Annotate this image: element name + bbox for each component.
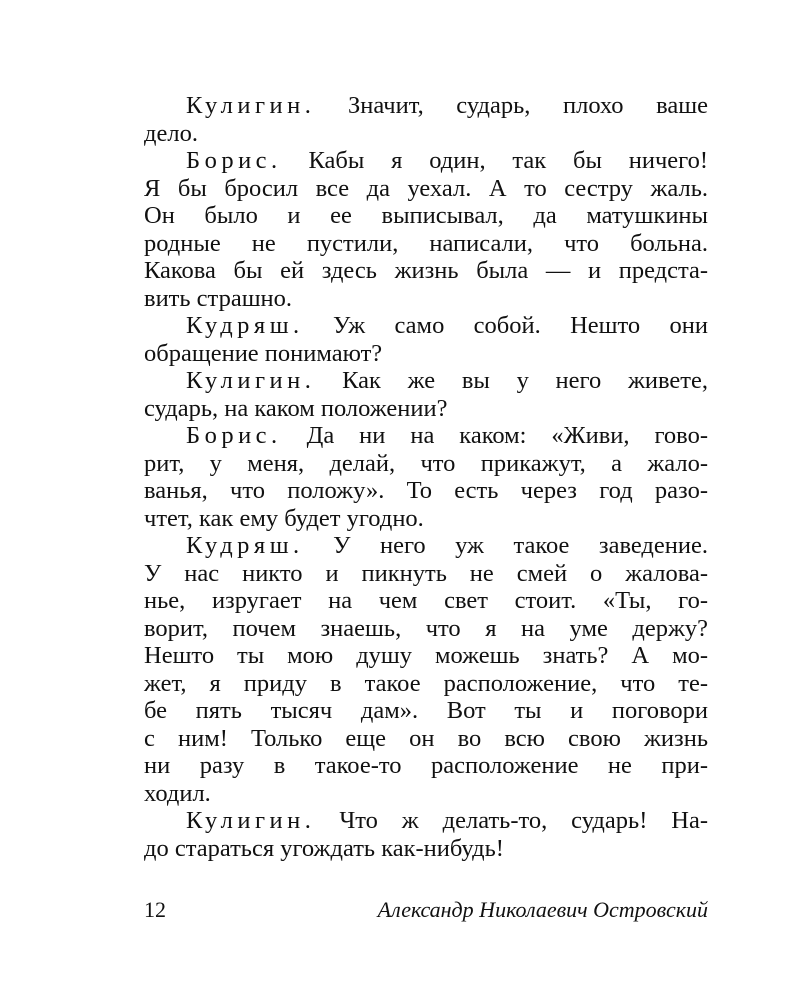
text-line	[144, 92, 708, 120]
text-line: рит, у меня, делай, что прикажут, а жало-	[144, 449, 708, 477]
text-line: родные не пустили, написали, что больна.	[144, 229, 708, 257]
dialogue-paragraph	[144, 147, 708, 312]
speaker-name: Борис.	[186, 147, 282, 174]
page-footer	[144, 896, 708, 924]
text-line: вить страшно.	[144, 284, 293, 312]
text-line: ворит, почем знаешь, что я на уме держу?	[144, 614, 708, 642]
text-line: ванья, что положу». То есть через год разо-	[144, 477, 708, 504]
dialogue-paragraph	[144, 312, 708, 367]
speaker-name: Кудряш.	[186, 312, 304, 339]
dialogue-paragraph	[144, 92, 708, 147]
dialogue-paragraph	[144, 532, 708, 807]
line-text: Что ж делать-то, сударь! На-	[315, 807, 708, 834]
text-line: ни разу в такое-то расположение не при-	[144, 752, 708, 779]
line-text: Да ни на каком: «Живи, гово-	[281, 422, 708, 449]
line-text: Значит, сударь, плохо ваше	[315, 92, 708, 119]
text-line: до стараться угождать как-нибудь!	[144, 834, 504, 862]
text-line	[144, 312, 708, 340]
text-line: Нешто ты мою душу можешь знать? А мо-	[144, 642, 708, 669]
page-body	[144, 92, 708, 862]
text-line	[144, 367, 708, 395]
text-line: Он было и ее выписывал, да матушкины	[144, 202, 708, 229]
text-line: бе пять тысяч дам». Вот ты и поговори	[144, 697, 708, 724]
dialogue-paragraph	[144, 807, 708, 862]
dialogue-paragraph	[144, 422, 708, 532]
line-text: У него уж такое заведение.	[303, 532, 708, 559]
line-text: Кабы я один, так бы ничего!	[281, 147, 708, 174]
text-line: обращение понимают?	[144, 339, 383, 367]
speaker-name: Борис.	[186, 422, 282, 449]
line-text: Уж само собой. Нешто они	[303, 312, 708, 339]
text-line: Я бы бросил все да уехал. А то сестру жаль.	[144, 174, 708, 202]
speaker-name: Кулигин.	[186, 92, 316, 119]
text-line	[144, 147, 708, 175]
text-line	[144, 532, 708, 560]
text-line: жет, я приду в такое расположение, что те-	[144, 669, 708, 697]
speaker-name: Кудряш.	[186, 532, 304, 559]
line-text: Как же вы у него живете,	[315, 367, 708, 394]
speaker-name: Кулигин.	[186, 367, 316, 394]
text-line: Какова бы ей здесь жизнь была — и предста-	[144, 257, 708, 284]
text-line	[144, 422, 708, 450]
text-line: У нас никто и пикнуть не смей о жалова-	[144, 559, 708, 587]
text-line: дело.	[144, 119, 198, 147]
text-line: ходил.	[144, 779, 211, 807]
page-number: 12	[144, 897, 166, 922]
text-line: с ним! Только еще он во всю свою жизнь	[144, 724, 708, 752]
text-line: сударь, на каком положении?	[144, 394, 448, 422]
text-line: нье, изругает на чем свет стоит. «Ты, го-	[144, 587, 708, 614]
speaker-name: Кулигин.	[186, 807, 316, 834]
text-line: чтет, как ему будет угодно.	[144, 504, 424, 532]
running-title: Александр Николаевич Островский	[377, 897, 708, 922]
text-line	[144, 807, 708, 835]
dialogue-paragraph	[144, 367, 708, 422]
